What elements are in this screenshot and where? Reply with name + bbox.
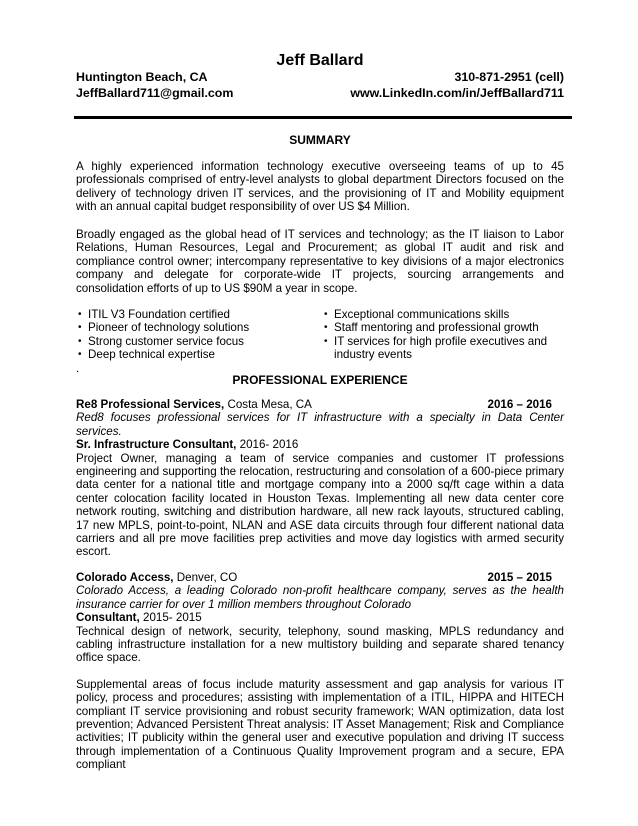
job-years: 2016 – 2016	[487, 398, 552, 411]
job-role: Sr. Infrastructure Consultant,	[76, 438, 237, 452]
location: Huntington Beach, CA	[76, 70, 208, 84]
skills-left-column	[76, 308, 322, 362]
skill-item: • Exceptional communications skills	[322, 308, 564, 321]
contact-row-2	[76, 86, 564, 100]
phone: 310-871-2951 (cell)	[454, 70, 564, 84]
company-name: Re8 Professional Services,	[76, 398, 225, 411]
job-header	[76, 571, 564, 584]
job-company-line	[76, 571, 237, 584]
job-re8	[76, 398, 564, 559]
skill-item: • Deep technical expertise	[76, 348, 322, 361]
skills-list	[76, 308, 564, 362]
job-role-line	[76, 438, 564, 451]
role-dates: 2015- 2015	[143, 611, 202, 625]
skill-item: • Staff mentoring and professional growth	[322, 321, 564, 334]
job-header	[76, 398, 564, 411]
skill-item: • Strong customer service focus	[76, 335, 322, 348]
header-divider	[74, 116, 572, 119]
job-description-supplemental: Supplemental areas of focus include maturity assessment and gap analysis for various IT policy, process and procedures; assisting with implementation of a ITIL, HIPPA and HITECH compliant IT service provisioning and robust security framework; WAN optimization, data lost prevention; Advanced Persistent Threat analysis: IT Asset Management; Risk and Compliance activities; IT publicity within the general user and executive population and driving IT success through implementation of a Continuous Quality Improvement program and a secure, EPA compliant	[76, 677, 564, 772]
company-location: Denver, CO	[176, 571, 238, 584]
experience-heading: PROFESSIONAL EXPERIENCE	[232, 373, 408, 387]
skill-item: • Pioneer of technology solutions	[76, 321, 322, 334]
job-description: Technical design of network, security, telephony, sound masking, MPLS redundancy and cabling infrastructure installation for a new multistory building and separate shared tenancy office space.	[76, 624, 564, 665]
skill-item: • IT services for high profile executives and industry events	[322, 335, 564, 362]
job-years: 2015 – 2015	[487, 571, 552, 584]
role-dates: 2016- 2016	[239, 438, 299, 452]
contact-row-1	[76, 70, 564, 84]
skills-right-column	[322, 308, 564, 362]
company-location: Costa Mesa, CA	[227, 398, 312, 411]
company-tagline: Red8 focuses professional services for IT infrastructure with a specialty in Data Center services.	[76, 411, 564, 438]
company-tagline: Colorado Access, a leading Colorado non-profit healthcare company, serves as the health insurance carrier for over 1 million members throughout Colorado	[76, 584, 564, 611]
company-name: Colorado Access,	[76, 571, 174, 584]
email-link[interactable]: JeffBallard711@gmail.com	[76, 86, 234, 100]
skill-item: • ITIL V3 Foundation certified	[76, 308, 322, 321]
job-colorado-access	[76, 571, 564, 772]
job-role: Consultant,	[76, 611, 140, 625]
summary-paragraph-2: Broadly engaged as the global head of IT services and technology; as the IT liaison to Labor Relations, Human Resources, Legal and Procurement; as global IT audit and risk and compliance control owner; intercompany representative to key divisions of a major electronics company and delegate for corporate-wide IT projects, sourcing arrangements and consolidation efforts of up to US $90M a year in scope.	[76, 228, 564, 295]
stray-dot: .	[76, 362, 80, 375]
job-role-line	[76, 611, 564, 624]
candidate-name: Jeff Ballard	[276, 52, 364, 69]
linkedin-link[interactable]: www.LinkedIn.com/in/JeffBallard711	[350, 86, 564, 100]
job-description: Project Owner, managing a team of service companies and customer IT professions engineering and supporting the relocation, restructuring and consolation of a 600-piece primary data center for a national title and mortgage company into a 2000 sq/ft cage within a data center colocation facility located in Houston Texas. Implementing all new data center core network routing, switching and distribution hardware, all new rack layouts, structured cabling, 17 new MPLS, point-to-point, NLAN and ASE data circuits through four different national data carriers and all pre move facilities prep activities and move day logistics with armed security escort.	[76, 451, 564, 559]
summary-paragraph-1: A highly experienced information technology executive overseeing teams of up to 45 professionals comprised of entry-level analysts to global department Directors focused on the delivery of technology driven IT services, and the provisioning of IT and Mobility equipment with an annual capital budget responsibility of over US $4 Million.	[76, 160, 564, 214]
summary-heading: SUMMARY	[289, 133, 351, 147]
job-company-line	[76, 398, 312, 411]
